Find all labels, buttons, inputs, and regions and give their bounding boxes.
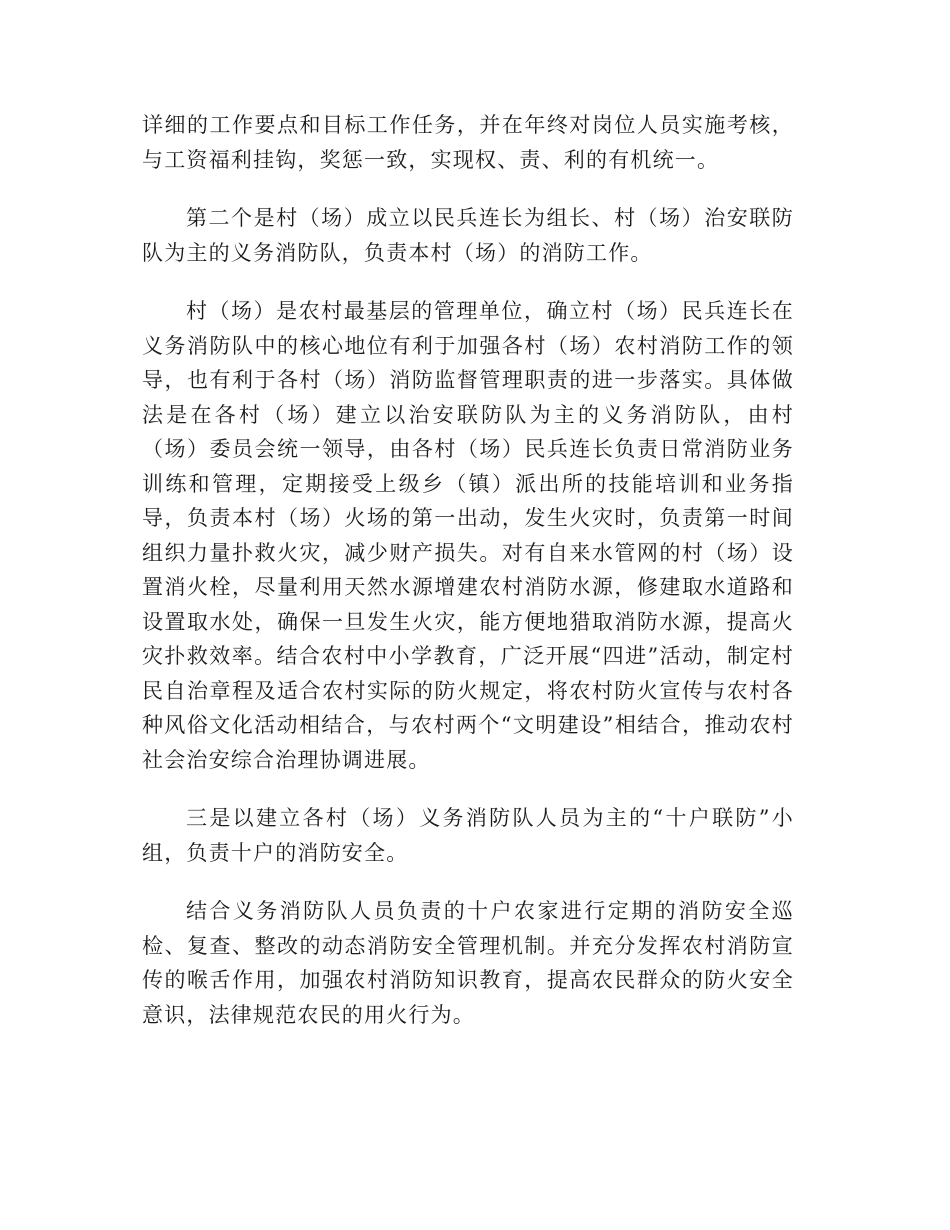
paragraph-continuation: 详细的工作要点和目标工作任务，并在年终对岗位人员实施考核，与工资福利挂钩，奖惩一致，实现权、责、利的有机统一。 bbox=[142, 113, 794, 172]
paragraph-ten-household-details: 结合义务消防队人员负责的十户农家进行定期的消防安全巡检、复查、整改的动态消防安全管理机制。并充分发挥农村消防宣传的喉舌作用，加强农村消防知识教育，提高农民群众的防火安全意识，法律规范农民的用火行为。 bbox=[142, 899, 794, 1027]
paragraph-second-measure: 第二个是村（场）成立以民兵连长为组长、村（场）治安联防队为主的义务消防队，负责本村（场）的消防工作。 bbox=[142, 206, 794, 265]
paragraph-third-measure: 三是以建立各村（场）义务消防队人员为主的“十户联防”小组，负责十户的消防安全。 bbox=[142, 806, 794, 865]
document-body bbox=[142, 108, 794, 1032]
paragraph-village-details: 村（场）是农村最基层的管理单位，确立村（场）民兵连长在义务消防队中的核心地位有利于加强各村（场）农村消防工作的领导，也有利于各村（场）消防监督管理职责的进一步落实。具体做法是在各村（场）建立以治安联防队为主的义务消防队，由村（场）委员会统一领导，由各村（场）民兵连长负责日常消防业务训练和管理，定期接受上级乡（镇）派出所的技能培训和业务指导，负责本村（场）火场的第一出动，发生火灾时，负责第一时间组织力量扑救火灾，减少财产损失。对有自来水管网的村（场）设置消火栓，尽量利用天然水源增建农村消防水源，修建取水道路和设置取水处，确保一旦发生火灾，能方便地猎取消防水源，提高火灾扑救效率。结合农村中小学教育，广泛开展“四进”活动，制定村民自治章程及适合农村实际的防火规定，将农村防火宣传与农村各种风俗文化活动相结合，与农村两个“文明建设”相结合，推动农村社会治安综合治理协调进展。 bbox=[142, 299, 794, 772]
